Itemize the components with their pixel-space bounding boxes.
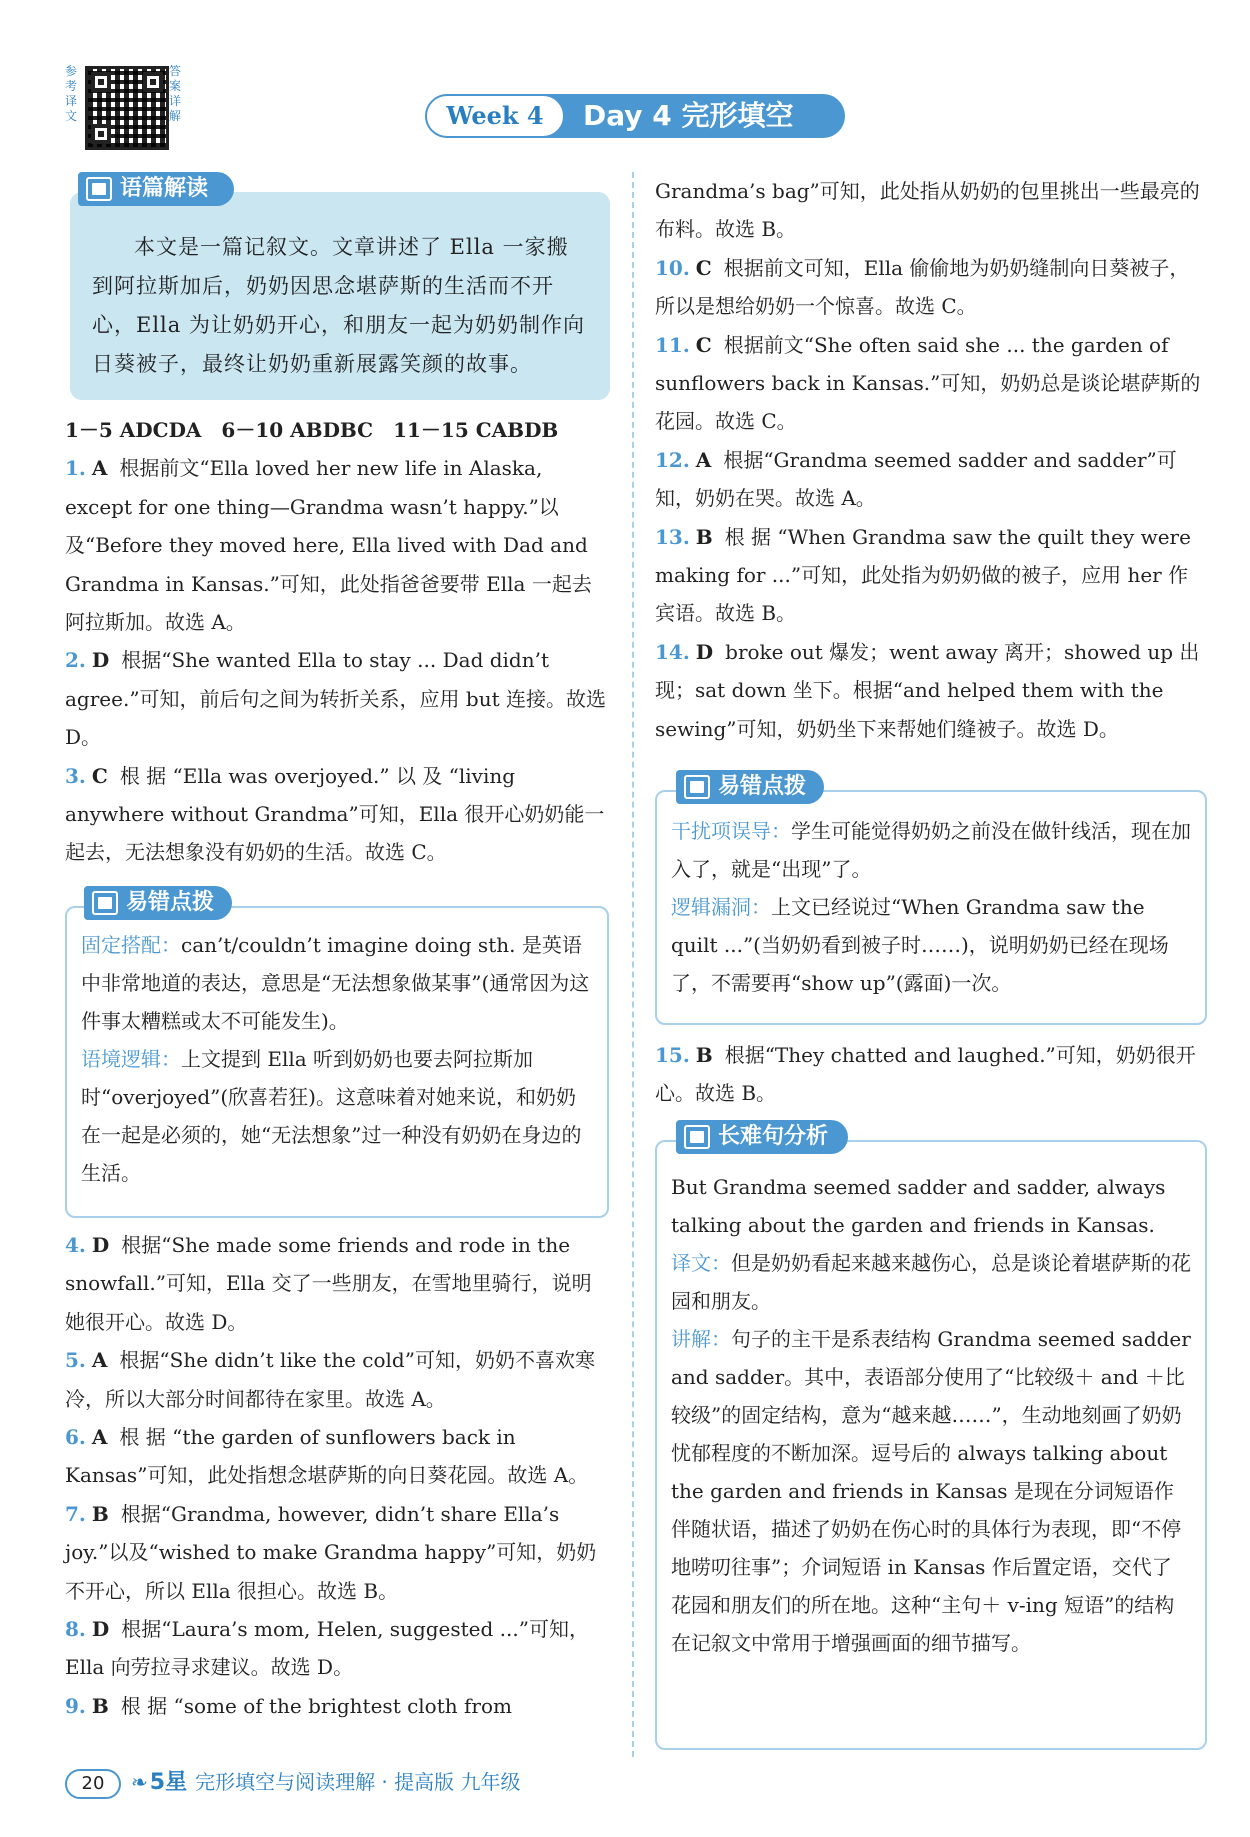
list-item: 14. D broke out 爆发；went away 离开；showed up 出现；sat down 坐下。根据“and helped them with the sewing”可知，奶奶坐下来帮她们缝被子。故选 D。: [655, 639, 1200, 741]
list-item: 15. B 根据“They chatted and laughed.”可知，奶奶很开心。故选 B。: [655, 1043, 1196, 1106]
tip-text: can’t/couldn’t imagine doing sth. 是英语中非常地道的表达，意思是“无法想象做某事”(通常因为这件事太糟糕或太不可能发生)。: [81, 933, 590, 1033]
intro-box: [70, 192, 610, 400]
qr-block: [65, 64, 185, 152]
tip-box-2: [655, 790, 1207, 1025]
list-item: 12. A 根据“Grandma seemed sadder and sadder”可知，奶奶在哭。故选 A。: [655, 447, 1177, 511]
section-tips1-heading: 易错点拨: [84, 886, 232, 920]
list-item: 2. D 根据“She wanted Ella to stay ... Dad didn’t agree.”可知，前后句之间为转折关系，应用 but 连接。故选 D。: [65, 648, 606, 750]
intro-text: 本文是一篇记叙文。文章讲述了 Ella 一家搬到阿拉斯加后，奶奶因思念堪萨斯的生活而不开心，Ella 为让奶奶开心，和朋友一起为奶奶制作向日葵被子，最终让奶奶重新展露笑颜的故事。: [92, 235, 585, 376]
book-icon: [86, 177, 112, 201]
book-icon: [684, 775, 710, 799]
tip-label: 干扰项误导：: [671, 819, 791, 843]
list-item: 3. C 根 据 “Ella was overjoyed.” 以 及 “living anywhere without Grandma”可知，Ella 很开心奶奶能一起去，无法想象没有奶奶的生活。故选 C。: [65, 763, 605, 865]
list-item: 9. B 根 据 “some of the brightest cloth from: [65, 1693, 512, 1718]
section-long-heading: 长难句分析: [676, 1120, 848, 1154]
list-item: Grandma’s bag”可知，此处指从奶奶的包里挑出一些最亮的布料。故选 B。: [655, 179, 1200, 242]
right-column-top: [655, 172, 1205, 748]
list-item: 10. C 根据前文可知，Ella 偷偷地为奶奶缝制向日葵被子，所以是想给奶奶一个惊喜。故选 C。: [655, 255, 1190, 319]
explanation-label: 讲解：: [671, 1327, 731, 1351]
translation-text: 但是奶奶看起来越来越伤心，总是谈论着堪萨斯的花园和朋友。: [671, 1251, 1191, 1313]
tip-text: 上文已经说过“When Grandma saw the quilt ...”(当奶奶看到被子时……)，说明奶奶已经在现场了，不需要再“show up”(露面)一次。: [671, 895, 1169, 995]
qr-right-text: 答案详解: [169, 64, 182, 123]
tip-text: 上文提到 Ella 听到奶奶也要去阿拉斯加时“overjoyed”(欣喜若狂)。这意味着对她来说，和奶奶在一起是必须的，她“无法想象”过一种没有奶奶在身边的生活。: [81, 1047, 582, 1185]
section-intro-heading: [78, 172, 234, 206]
long-sentence-box: [655, 1140, 1207, 1750]
list-item: 13. B 根 据 “When Grandma saw the quilt they were making for ...”可知，此处指为奶奶做的被子，应用 her 作宾语。故选 B。: [655, 524, 1191, 626]
tip-label: 逻辑漏洞：: [671, 895, 771, 919]
left-column-top: [65, 411, 607, 872]
tip-label: 固定搭配：: [81, 933, 181, 957]
book-icon: [684, 1125, 710, 1149]
tip-box-1: [65, 906, 609, 1218]
list-item: 4. D 根据“She made some friends and rode in the snowfall.”可知，Ella 交了一些朋友，在雪地里骑行，说明她很开心。故选 D。: [65, 1233, 592, 1334]
qr-code[interactable]: [85, 66, 169, 150]
page-number: 20: [65, 1769, 121, 1799]
explanation-text: 句子的主干是系表结构 Grandma seemed sadder and sadder。其中，表语部分使用了“比较级＋ and ＋比较级”的固定结构，意为“越来越……”，生动地刻画了奶奶忧郁程度的不断加深。逗号后的 always talking about the garden and friends in Kansas 是现在分词短语作伴随状语，描述了奶奶在伤心时的具体行为表现，即“不停地唠叨往事”；介词短语 in Kansas 作后置定语，交代了花园和朋友们的所在地。这种“主句＋ v-ing 短语”的结构在记叙文中常用于增强画面的细节描写。: [671, 1327, 1191, 1655]
week-badge: Week 4: [425, 94, 565, 138]
long-sentence: But Grandma seemed sadder and sadder, always talking about the garden and friends in Kansas.: [671, 1175, 1166, 1237]
day-title: Day 4 完形填空: [535, 94, 845, 138]
right-item-15: [655, 1036, 1205, 1113]
answer-key: 1－5 ADCDA 6－10 ABDBC 11－15 CABDB: [65, 418, 559, 442]
left-column-bottom: [65, 1226, 607, 1725]
list-item: 11. C 根据前文“She often said she ... the garden of sunflowers back in Kansas.”可知，奶奶总是谈论堪萨斯的花园。故选 C。: [655, 332, 1201, 434]
page-footer: [65, 1765, 521, 1797]
list-item: 1. A 根据前文“Ella loved her new life in Alaska, except for one thing—Grandma wasn’t happy.”以及“Before they moved here, Ella lived with Dad and Grandma in Kansas.”可知，此处指爸爸要带 Ella 一起去阿拉斯加。故选 A。: [65, 456, 592, 635]
leaf-icon: ❧: [131, 1770, 148, 1794]
section-intro-label: 语篇解读: [120, 176, 209, 201]
list-item: 5. A 根据“She didn’t like the cold”可知，奶奶不喜欢寒冷，所以大部分时间都待在家里。故选 A。: [65, 1348, 595, 1411]
book-icon: [92, 891, 118, 915]
tip-label: 语境逻辑：: [81, 1047, 181, 1071]
list-item: 6. A 根 据 “the garden of sunflowers back in Kansas”可知，此处指想念堪萨斯的向日葵花园。故选 A。: [65, 1425, 589, 1488]
page-header: [425, 94, 845, 138]
column-divider: [632, 172, 634, 1757]
qr-left-text: 参考译文: [65, 64, 78, 123]
footer-title: 完形填空与阅读理解 · 提高版 九年级: [195, 1770, 521, 1794]
section-tips2-heading: 易错点拨: [676, 770, 824, 804]
translation-label: 译文：: [671, 1251, 731, 1275]
list-item: 8. D 根据“Laura’s mom, Helen, suggested ...”可知，Ella 向劳拉寻求建议。故选 D。: [65, 1617, 589, 1680]
brand-logo: 5星: [149, 1770, 188, 1795]
tip-text: 学生可能觉得奶奶之前没在做针线活，现在加入了，就是“出现”了。: [671, 819, 1191, 881]
list-item: 7. B 根据“Grandma, however, didn’t share Ella’s joy.”以及“wished to make Grandma happy”可知，奶奶不开心，所以 Ella 很担心。故选 B。: [65, 1501, 597, 1603]
